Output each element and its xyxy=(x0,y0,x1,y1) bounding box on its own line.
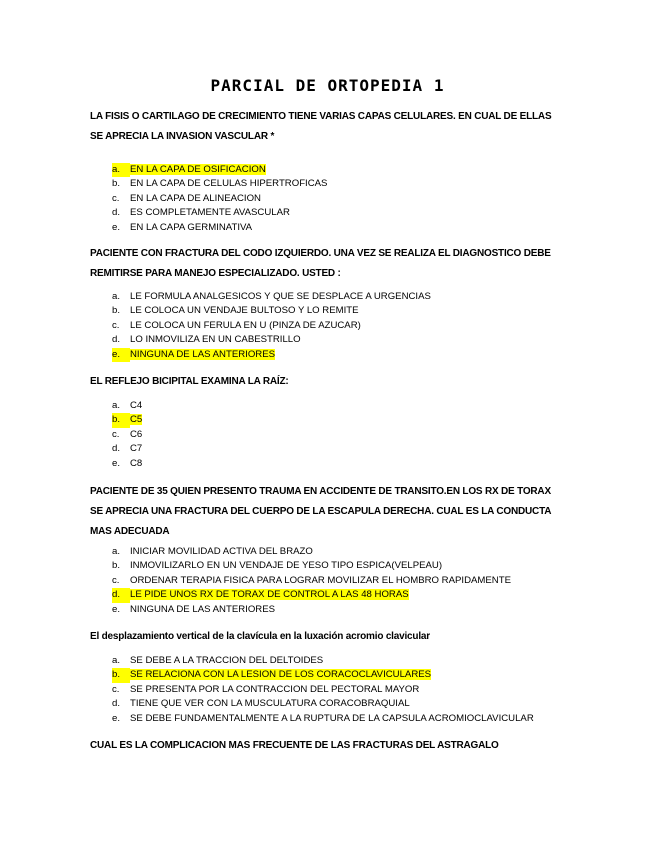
question-2-text: PACIENTE CON FRACTURA DEL CODO IZQUIERDO. UNA VEZ SE REALIZA EL DIAGNOSTICO DEBE REMITIRSE PARA MANEJO ESPECIALIZADO. USTED : xyxy=(90,248,551,279)
option-text: INICIAR MOVILIDAD ACTIVA DEL BRAZO xyxy=(130,546,313,557)
option-letter: c. xyxy=(112,428,120,440)
option-text: LE FORMULA ANALGESICOS Y QUE SE DESPLACE A URGENCIAS xyxy=(130,291,431,302)
option-letter: c. xyxy=(112,319,120,331)
option-q1-d xyxy=(112,206,327,220)
option-text: INMOVILIZARLO EN UN VENDAJE DE YESO TIPO ESPICA(VELPEAU) xyxy=(130,560,443,572)
option-letter: e. xyxy=(112,712,121,724)
option-text: LE COLOCA UN VENDAJE BULTOSO Y LO REMITE xyxy=(130,305,359,317)
option-letter: e. xyxy=(112,457,121,469)
question-3-text: EL REFLEJO BICIPITAL EXAMINA LA RAÍZ: xyxy=(90,376,289,387)
question-1-options xyxy=(112,163,327,235)
option-letter: d. xyxy=(112,334,121,346)
option-text: LE COLOCA UN FERULA EN U (PINZA DE AZUCAR) xyxy=(130,319,361,331)
question-5-options xyxy=(112,654,534,726)
option-q1-a xyxy=(112,163,327,177)
option-q3-d xyxy=(112,442,142,456)
option-text: C6 xyxy=(130,428,143,440)
option-text: TIENE QUE VER CON LA MUSCULATURA CORACOBRAQUIAL xyxy=(130,698,410,710)
question-6-text: CUAL ES LA COMPLICACION MAS FRECUENTE DE LAS FRACTURAS DEL ASTRAGALO xyxy=(90,740,499,751)
option-letter: c. xyxy=(112,683,120,695)
option-text: NINGUNA DE LAS ANTERIORES xyxy=(130,603,276,615)
option-text: C7 xyxy=(130,443,143,455)
option-text: EN LA CAPA DE CELULAS HIPERTROFICAS xyxy=(130,178,328,190)
option-text: LE PIDE UNOS RX DE TORAX DE CONTROL A LAS 48 HORAS xyxy=(130,589,409,601)
option-text: LO INMOVILIZA EN UN CABESTRILLO xyxy=(130,334,301,346)
question-2-options xyxy=(112,290,431,362)
option-q4-c xyxy=(112,574,511,588)
option-q5-e xyxy=(112,712,534,726)
option-letter: a. xyxy=(112,163,130,177)
option-q2-c xyxy=(112,319,431,333)
option-letter: b. xyxy=(112,178,121,190)
option-q4-d xyxy=(112,588,511,602)
option-letter: d. xyxy=(112,207,121,219)
option-q4-b xyxy=(112,559,511,573)
question-1-text: LA FISIS O CARTILAGO DE CRECIMIENTO TIENE VARIAS CAPAS CELULARES. EN CUAL DE ELLAS SE APRECIA LA INVASION VASCULAR * xyxy=(90,111,552,142)
option-q5-a xyxy=(112,654,534,668)
option-q2-d xyxy=(112,333,431,347)
option-q5-b xyxy=(112,668,534,682)
option-q1-b xyxy=(112,177,327,191)
option-q3-c xyxy=(112,428,142,442)
option-letter: a. xyxy=(112,546,121,557)
option-q4-e xyxy=(112,603,511,617)
option-q3-b xyxy=(112,413,142,427)
option-q1-c xyxy=(112,192,327,206)
option-letter: a. xyxy=(112,291,121,302)
option-q2-a xyxy=(112,290,431,304)
option-text: EN LA CAPA DE OSIFICACION xyxy=(130,164,266,175)
option-text: SE PRESENTA POR LA CONTRACCION DEL PECTORAL MAYOR xyxy=(130,683,420,695)
option-text: EN LA CAPA DE ALINEACION xyxy=(130,192,261,204)
option-letter: b. xyxy=(112,305,121,317)
option-letter: b. xyxy=(112,413,130,427)
option-letter: b. xyxy=(112,668,130,682)
option-letter: d. xyxy=(112,588,130,602)
option-letter: e. xyxy=(112,348,130,362)
question-5-text: El desplazamiento vertical de la clavícula en la luxación acromio clavicular xyxy=(90,631,430,642)
option-letter: d. xyxy=(112,443,121,455)
option-letter: a. xyxy=(112,400,121,411)
option-letter: e. xyxy=(112,221,121,233)
question-4-options xyxy=(112,545,511,617)
option-text: C4 xyxy=(130,400,143,411)
option-q1-e xyxy=(112,221,327,235)
page-title: PARCIAL DE ORTOPEDIA 1 xyxy=(210,76,445,95)
option-text: SE DEBE A LA TRACCION DEL DELTOIDES xyxy=(130,655,324,666)
option-q5-d xyxy=(112,697,534,711)
question-3-options xyxy=(112,399,142,471)
option-q3-e xyxy=(112,457,142,471)
option-letter: d. xyxy=(112,698,121,710)
option-text: C8 xyxy=(130,457,143,469)
option-text: C5 xyxy=(130,414,143,426)
question-4-text: PACIENTE DE 35 QUIEN PRESENTO TRAUMA EN ACCIDENTE DE TRANSITO.EN LOS RX DE TORAX SE APRECIA UNA FRACTURA DEL CUERPO DE LA ESCAPULA DERECHA. CUAL ES LA CONDUCTA MAS ADECUADA xyxy=(90,486,551,537)
option-q5-c xyxy=(112,683,534,697)
option-letter: e. xyxy=(112,603,121,615)
option-text: ORDENAR TERAPIA FISICA PARA LOGRAR MOVILIZAR EL HOMBRO RAPIDAMENTE xyxy=(130,574,511,586)
option-letter: c. xyxy=(112,192,120,204)
option-q2-b xyxy=(112,304,431,318)
option-text: SE RELACIONA CON LA LESION DE LOS CORACOCLAVICULARES xyxy=(130,669,432,681)
option-text: SE DEBE FUNDAMENTALMENTE A LA RUPTURA DE LA CAPSULA ACROMIOCLAVICULAR xyxy=(130,712,534,724)
option-q2-e xyxy=(112,348,431,362)
option-text: EN LA CAPA GERMINATIVA xyxy=(130,221,253,233)
option-letter: a. xyxy=(112,655,121,666)
option-q3-a xyxy=(112,399,142,413)
option-letter: c. xyxy=(112,574,120,586)
option-letter: b. xyxy=(112,560,121,572)
option-q4-a xyxy=(112,545,511,559)
option-text: NINGUNA DE LAS ANTERIORES xyxy=(130,348,276,360)
option-text: ES COMPLETAMENTE AVASCULAR xyxy=(130,207,290,219)
